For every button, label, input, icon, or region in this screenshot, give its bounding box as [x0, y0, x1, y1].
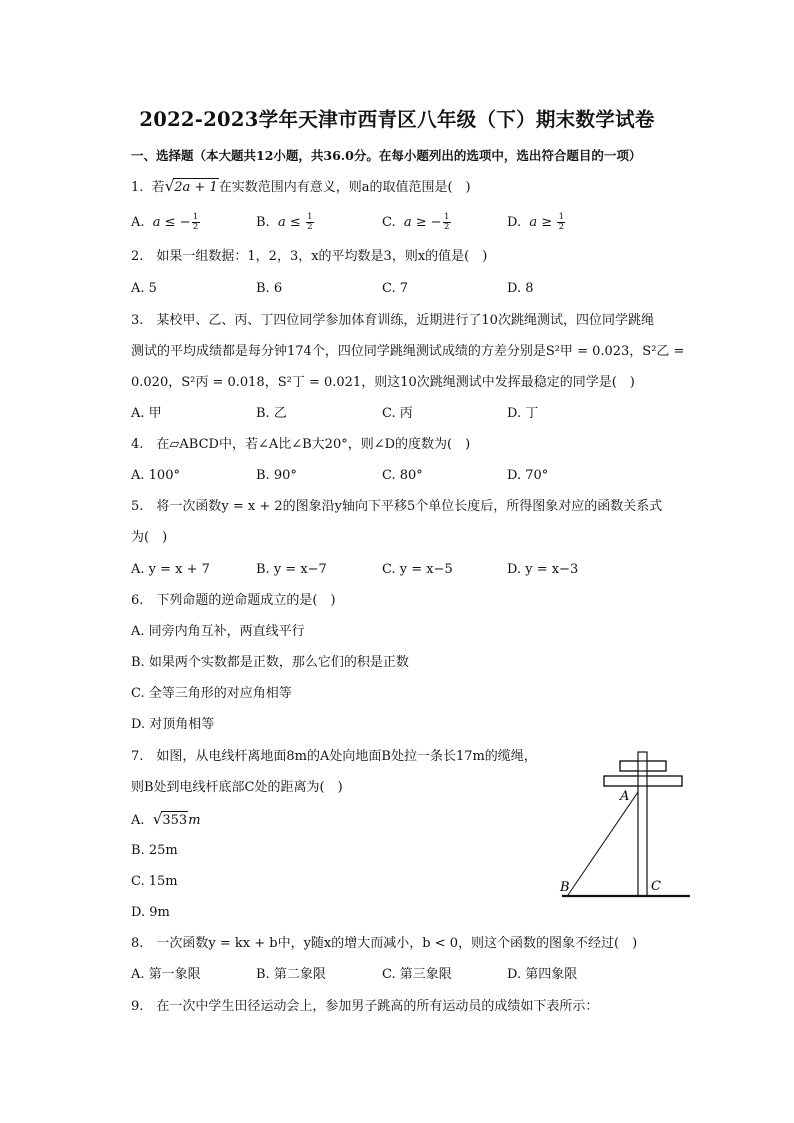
- point-c-label: C: [651, 879, 661, 894]
- q4-option-a: A. 100°: [131, 468, 180, 483]
- question-2: 2. 如果一组数据：1，2，3，x的平均数是3，则x的值是( ): [131, 249, 488, 264]
- q3-option-b: B. 乙: [256, 406, 287, 421]
- question-5-line-2: 为( ): [131, 530, 168, 545]
- q4-option-d: D. 70°: [507, 468, 549, 483]
- q7-option-d: D. 9m: [131, 905, 170, 920]
- question-1: 1. 若√2a + 1在实数范围内有意义，则a的取值范围是( ): [131, 177, 471, 195]
- utility-pole-figure: [556, 748, 696, 900]
- question-3-line-2: 测试的平均成绩都是每分钟174个，四位同学跳绳测试成绩的方差分别是S²甲 = 0.023，S²乙 =: [131, 344, 685, 359]
- q8-option-d: D. 第四象限: [507, 967, 578, 982]
- question-5-line-1: 5. 将一次函数y = x + 2的图象沿y轴向下平移5个单位长度后，所得图象对应的函数关系式: [131, 499, 663, 514]
- question-3-line-1: 3. 某校甲、乙、丙、丁四位同学参加体育训练，近期进行了10次跳绳测试，四位同学跳绳: [131, 313, 654, 328]
- q2-option-c: C. 7: [382, 281, 409, 296]
- cable: [568, 792, 638, 895]
- page-title: 2022-2023学年天津市西青区八年级（下）期末数学试卷: [139, 108, 655, 131]
- q3-option-c: C. 丙: [382, 406, 413, 421]
- q5-option-b: B. y = x−7: [256, 562, 327, 577]
- q7-option-b: B. 25m: [131, 843, 178, 858]
- q1-pre: 若: [151, 180, 165, 195]
- q1-option-d: D. a ≥ $\frac{1}{2}$: [507, 212, 564, 232]
- question-8: 8. 一次函数y = kx + b中，y随x的增大而减小，b < 0，则这个函数的图象不经过( ): [131, 936, 638, 951]
- q1-option-b: B. a ≤ $\frac{1}{2}$: [256, 212, 313, 232]
- question-7-line-1: 7. 如图，从电线杆离地面8m的A处向地面B处拉一条长17m的缆绳，: [131, 749, 537, 764]
- q4-option-c: C. 80°: [382, 468, 423, 483]
- q6-option-b: B. 如果两个实数都是正数，那么它们的积是正数: [131, 655, 409, 670]
- q2-option-a: A. 5: [131, 281, 157, 296]
- section-header: 一、选择题（本大题共12小题，共36.0分。在每小题列出的选项中，选出符合题目的一项）: [131, 148, 642, 163]
- point-a-label: A: [620, 789, 630, 804]
- q1-option-a: A. a ≤ − $\frac{1}{2}$: [131, 212, 199, 232]
- q6-option-a: A. 同旁内角互补，两直线平行: [131, 624, 305, 639]
- q6-option-d: D. 对顶角相等: [131, 717, 215, 732]
- q1-radicand: 2a + 1: [174, 180, 218, 195]
- question-9: 9. 在一次中学生田径运动会上，参加男子跳高的所有运动员的成绩如下表所示：: [131, 999, 599, 1014]
- q2-option-d: D. 8: [507, 281, 534, 296]
- q4-option-b: B. 90°: [256, 468, 297, 483]
- q2-option-b: B. 6: [256, 281, 283, 296]
- q6-option-c: C. 全等三角形的对应角相等: [131, 686, 292, 701]
- q7-option-a: A. √353m: [131, 810, 201, 828]
- q5-option-a: A. y = x + 7: [131, 562, 210, 577]
- q7-option-c: C. 15m: [131, 874, 178, 889]
- q1-number: 1.: [131, 180, 144, 195]
- q3-option-d: D. 丁: [507, 406, 539, 421]
- q8-option-a: A. 第一象限: [131, 967, 201, 982]
- q5-option-c: C. y = x−5: [382, 562, 453, 577]
- q1-option-c: C. a ≥ − $\frac{1}{2}$: [382, 212, 450, 232]
- point-b-label: B: [560, 880, 570, 895]
- q8-option-c: C. 第三象限: [382, 967, 452, 982]
- question-3-line-3: 0.020，S²丙 = 0.018，S²丁 = 0.021，则这10次跳绳测试中发挥最稳定的同学是( ): [131, 375, 635, 390]
- q8-option-b: B. 第二象限: [256, 967, 326, 982]
- q3-option-a: A. 甲: [131, 406, 162, 421]
- q5-option-d: D. y = x−3: [507, 562, 579, 577]
- question-7-line-2: 则B处到电线杆底部C处的距离为( ): [131, 780, 343, 795]
- q1-post: 在实数范围内有意义，则a的取值范围是( ): [218, 180, 471, 195]
- question-4: 4. 在▱ABCD中，若∠A比∠B大20°，则∠D的度数为( ): [131, 437, 471, 452]
- pole: [638, 752, 647, 896]
- question-6: 6. 下列命题的逆命题成立的是( ): [131, 593, 336, 608]
